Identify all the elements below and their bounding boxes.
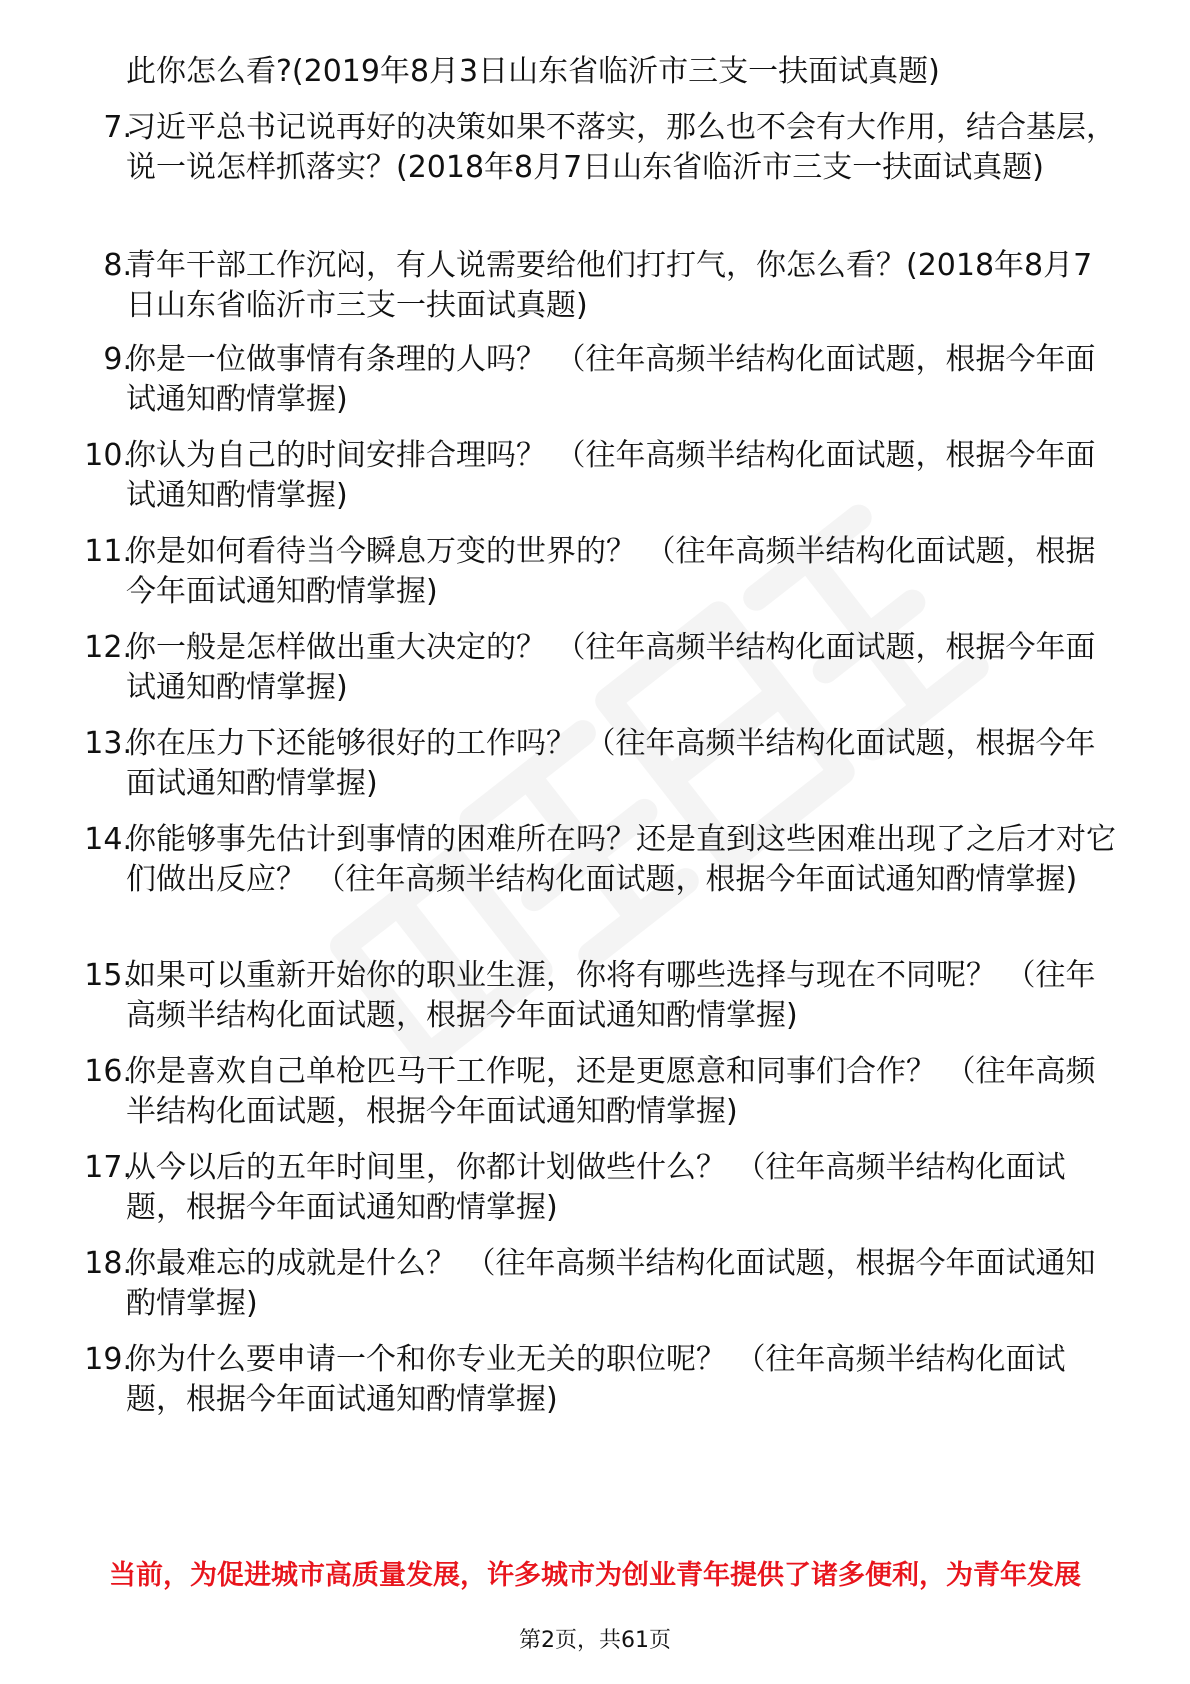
question-text: 你认为自己的时间安排合理吗？ （往年高频半结构化面试题，根据今年面试通知酌情掌握) bbox=[126, 438, 1096, 513]
question-number: 10. bbox=[84, 438, 132, 473]
question-number: 17. bbox=[84, 1150, 132, 1185]
question-number: 11. bbox=[84, 534, 132, 569]
question-text: 你最难忘的成就是什么？ （往年高频半结构化面试题，根据今年面试通知酌情掌握) bbox=[126, 1246, 1096, 1321]
question-number: 16. bbox=[84, 1054, 132, 1089]
page-number: 第2页，共61页 bbox=[519, 1628, 671, 1653]
question-number: 14. bbox=[84, 822, 132, 857]
question-number: 18. bbox=[84, 1246, 132, 1281]
question-text: 青年干部工作沉闷，有人说需要给他们打打气，你怎么看？(2018年8月7日山东省临沂市三支一扶面试真题) bbox=[126, 248, 1093, 323]
promo-banner-text: 当前，为促进城市高质量发展，许多城市为创业青年提供了诸多便利，为青年发展 bbox=[109, 1560, 1081, 1591]
question-text: 你能够事先估计到事情的困难所在吗？还是直到这些困难出现了之后才对它们做出反应？ （往年高频半结构化面试题，根据今年面试通知酌情掌握) bbox=[126, 822, 1116, 897]
question-text: 如果可以重新开始你的职业生涯，你将有哪些选择与现在不同呢？ （往年高频半结构化面试题，根据今年面试通知酌情掌握) bbox=[126, 958, 1096, 1033]
question-number: 15. bbox=[84, 958, 132, 993]
question-number: 13. bbox=[84, 726, 132, 761]
question-number: 8. bbox=[103, 248, 132, 283]
continued-question-text: 此你怎么看?(2019年8月3日山东省临沂市三支一扶面试真题) bbox=[126, 54, 940, 89]
question-text: 你是一位做事情有条理的人吗？ （往年高频半结构化面试题，根据今年面试通知酌情掌握) bbox=[126, 342, 1096, 417]
question-text: 你是喜欢自己单枪匹马干工作呢，还是更愿意和同事们合作？ （往年高频半结构化面试题，根据今年面试通知酌情掌握) bbox=[126, 1054, 1096, 1129]
question-text: 你一般是怎样做出重大决定的？ （往年高频半结构化面试题，根据今年面试通知酌情掌握) bbox=[126, 630, 1096, 705]
question-text: 从今以后的五年时间里，你都计划做些什么？ （往年高频半结构化面试题，根据今年面试通知酌情掌握) bbox=[126, 1150, 1066, 1225]
question-number: 12. bbox=[84, 630, 132, 665]
question-number: 7. bbox=[103, 110, 132, 145]
question-text: 你在压力下还能够很好的工作吗？ （往年高频半结构化面试题，根据今年面试通知酌情掌握) bbox=[126, 726, 1096, 801]
question-text: 习近平总书记说再好的决策如果不落实，那么也不会有大作用，结合基层，说一说怎样抓落实？(2018年8月7日山东省临沂市三支一扶面试真题) bbox=[126, 110, 1116, 185]
question-text: 你是如何看待当今瞬息万变的世界的？ （往年高频半结构化面试题，根据今年面试通知酌情掌握) bbox=[126, 534, 1096, 609]
question-number: 19. bbox=[84, 1342, 132, 1377]
question-text: 你为什么要申请一个和你专业无关的职位呢？ （往年高频半结构化面试题，根据今年面试通知酌情掌握) bbox=[126, 1342, 1066, 1417]
question-number: 9. bbox=[103, 342, 132, 377]
